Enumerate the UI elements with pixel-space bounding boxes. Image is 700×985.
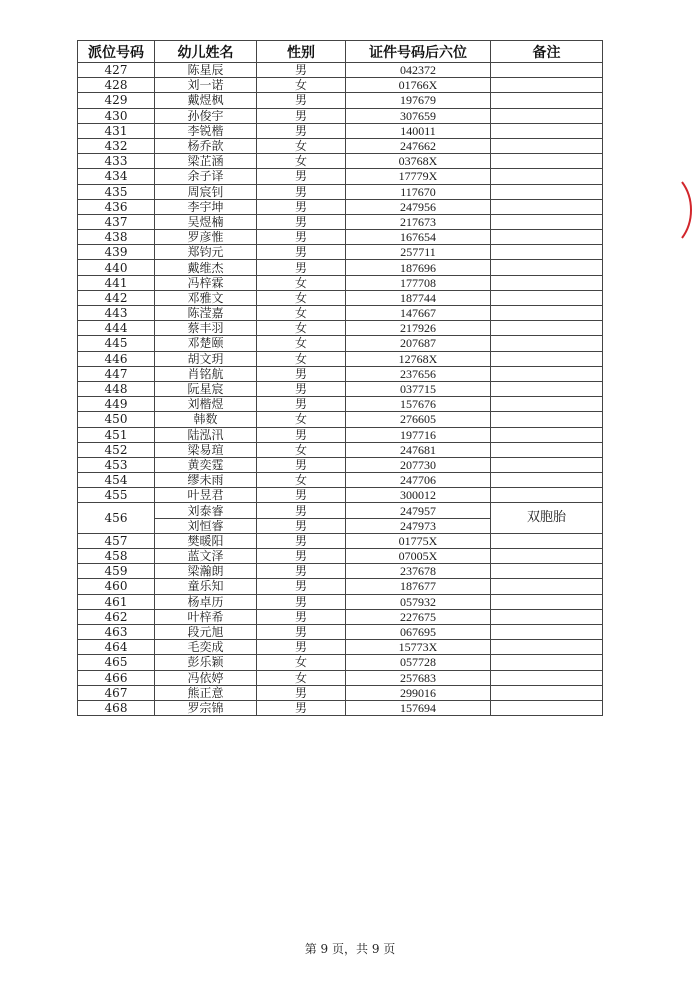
table-row (78, 154, 603, 169)
allocation-number-cell: 456 (78, 503, 155, 533)
remarks-cell (491, 321, 603, 336)
child-name-cell: 蓝文泽 (155, 549, 257, 564)
table-row (78, 214, 603, 229)
allocation-number-cell: 434 (78, 169, 155, 184)
gender-cell: 男 (257, 640, 346, 655)
gender-cell: 女 (257, 351, 346, 366)
remarks-cell (491, 670, 603, 685)
table-row (78, 366, 603, 381)
id-suffix-cell: 217926 (346, 321, 491, 336)
allocation-number-cell: 459 (78, 564, 155, 579)
remarks-cell (491, 336, 603, 351)
table-row (78, 93, 603, 108)
remarks-cell (491, 154, 603, 169)
allocation-number-cell: 441 (78, 275, 155, 290)
gender-cell: 男 (257, 184, 346, 199)
remarks-cell (491, 457, 603, 472)
child-name-cell: 孙俊宇 (155, 108, 257, 123)
child-name-cell: 刘楷煜 (155, 397, 257, 412)
gender-cell: 女 (257, 412, 346, 427)
child-name-cell: 梁易瑄 (155, 442, 257, 457)
remarks-cell (491, 533, 603, 548)
remarks-cell (491, 427, 603, 442)
allocation-number-cell: 435 (78, 184, 155, 199)
id-suffix-cell: 057728 (346, 655, 491, 670)
id-suffix-cell: 17779X (346, 169, 491, 184)
table-row (78, 321, 603, 336)
child-name-cell: 蔡丰羽 (155, 321, 257, 336)
remarks-cell (491, 108, 603, 123)
table-row (78, 549, 603, 564)
child-name-cell: 冯梓霖 (155, 275, 257, 290)
child-name-cell: 梁芷涵 (155, 154, 257, 169)
child-name-cell: 罗宗锦 (155, 700, 257, 715)
gender-cell: 男 (257, 245, 346, 260)
child-name-cell: 叶梓希 (155, 609, 257, 624)
gender-cell: 男 (257, 93, 346, 108)
table-row (78, 381, 603, 396)
gender-cell: 男 (257, 108, 346, 123)
allocation-number-cell: 440 (78, 260, 155, 275)
id-suffix-cell: 207730 (346, 457, 491, 472)
gender-cell: 男 (257, 685, 346, 700)
remarks-cell (491, 290, 603, 305)
id-suffix-cell: 247956 (346, 199, 491, 214)
table-row (78, 199, 603, 214)
child-name-cell: 段元旭 (155, 624, 257, 639)
red-pen-mark (680, 180, 700, 240)
remarks-cell (491, 488, 603, 503)
child-name-cell: 陆泓汛 (155, 427, 257, 442)
id-suffix-cell: 157676 (346, 397, 491, 412)
remarks-cell (491, 473, 603, 488)
table-header (78, 41, 603, 63)
child-name-cell: 吴煜楠 (155, 214, 257, 229)
child-name-cell: 胡文玥 (155, 351, 257, 366)
gender-cell: 男 (257, 700, 346, 715)
allocation-number-cell: 465 (78, 655, 155, 670)
allocation-number-cell: 460 (78, 579, 155, 594)
allocation-number-cell: 462 (78, 609, 155, 624)
remarks-cell (491, 549, 603, 564)
gender-cell: 女 (257, 670, 346, 685)
remarks-cell (491, 351, 603, 366)
child-name-cell: 杨乔歆 (155, 138, 257, 153)
remarks-cell (491, 93, 603, 108)
child-name-cell: 李宇坤 (155, 199, 257, 214)
gender-cell: 女 (257, 655, 346, 670)
header-child-name: 幼儿姓名 (155, 41, 257, 63)
id-suffix-cell: 247957 (346, 503, 491, 518)
table-row (78, 351, 603, 366)
id-suffix-cell: 187744 (346, 290, 491, 305)
remarks-cell (491, 655, 603, 670)
child-name-cell: 余子译 (155, 169, 257, 184)
remarks-cell (491, 366, 603, 381)
gender-cell: 男 (257, 427, 346, 442)
id-suffix-cell: 307659 (346, 108, 491, 123)
remarks-cell (491, 123, 603, 138)
remarks-cell (491, 412, 603, 427)
child-name-cell: 陈星辰 (155, 63, 257, 78)
gender-cell: 男 (257, 579, 346, 594)
child-name-cell: 叶昱君 (155, 488, 257, 503)
child-name-cell: 肖铭航 (155, 366, 257, 381)
allocation-number-cell: 436 (78, 199, 155, 214)
child-name-cell: 樊暖阳 (155, 533, 257, 548)
gender-cell: 女 (257, 473, 346, 488)
gender-cell: 男 (257, 594, 346, 609)
id-suffix-cell: 300012 (346, 488, 491, 503)
id-suffix-cell: 140011 (346, 123, 491, 138)
table-row (78, 290, 603, 305)
id-suffix-cell: 299016 (346, 685, 491, 700)
gender-cell: 男 (257, 624, 346, 639)
allocation-number-cell: 432 (78, 138, 155, 153)
gender-cell: 男 (257, 397, 346, 412)
table-row (78, 306, 603, 321)
id-suffix-cell: 042372 (346, 63, 491, 78)
allocation-number-cell: 445 (78, 336, 155, 351)
allocation-number-cell: 467 (78, 685, 155, 700)
gender-cell: 男 (257, 366, 346, 381)
remarks-cell (491, 564, 603, 579)
table-row (78, 700, 603, 715)
allocation-number-cell: 437 (78, 214, 155, 229)
id-suffix-cell: 237656 (346, 366, 491, 381)
child-name-cell: 梁瀚朗 (155, 564, 257, 579)
header-id-last-six: 证件号码后六位 (346, 41, 491, 63)
allocation-number-cell: 447 (78, 366, 155, 381)
child-name-cell: 彭乐颖 (155, 655, 257, 670)
id-suffix-cell: 276605 (346, 412, 491, 427)
gender-cell: 男 (257, 123, 346, 138)
child-name-cell: 刘泰睿 (155, 503, 257, 518)
remarks-cell (491, 624, 603, 639)
allocation-number-cell: 458 (78, 549, 155, 564)
gender-cell: 男 (257, 260, 346, 275)
table-row (78, 78, 603, 93)
allocation-number-cell: 433 (78, 154, 155, 169)
child-name-cell: 冯依婷 (155, 670, 257, 685)
allocation-number-cell: 443 (78, 306, 155, 321)
gender-cell: 男 (257, 533, 346, 548)
gender-cell: 男 (257, 564, 346, 579)
id-suffix-cell: 157694 (346, 700, 491, 715)
child-name-cell: 郑钧元 (155, 245, 257, 260)
remarks-cell (491, 230, 603, 245)
id-suffix-cell: 037715 (346, 381, 491, 396)
remarks-cell (491, 260, 603, 275)
remarks-cell (491, 138, 603, 153)
child-name-cell: 戴维杰 (155, 260, 257, 275)
child-name-cell: 缪未雨 (155, 473, 257, 488)
gender-cell: 女 (257, 306, 346, 321)
gender-cell: 女 (257, 442, 346, 457)
header-remarks: 备注 (491, 41, 603, 63)
remarks-cell (491, 306, 603, 321)
child-name-cell: 邓楚颐 (155, 336, 257, 351)
id-suffix-cell: 057932 (346, 594, 491, 609)
table-row (78, 640, 603, 655)
allocation-number-cell: 457 (78, 533, 155, 548)
child-name-cell: 童乐知 (155, 579, 257, 594)
id-suffix-cell: 187677 (346, 579, 491, 594)
id-suffix-cell: 247681 (346, 442, 491, 457)
child-name-cell: 韩数 (155, 412, 257, 427)
table-row (78, 427, 603, 442)
allocation-number-cell: 428 (78, 78, 155, 93)
table-row (78, 275, 603, 290)
allocation-number-cell: 444 (78, 321, 155, 336)
remarks-cell (491, 63, 603, 78)
allocation-number-cell: 448 (78, 381, 155, 396)
remarks-cell (491, 275, 603, 290)
table-row (78, 594, 603, 609)
id-suffix-cell: 187696 (346, 260, 491, 275)
id-suffix-cell: 247973 (346, 518, 491, 533)
table-row (78, 655, 603, 670)
id-suffix-cell: 01775X (346, 533, 491, 548)
allocation-number-cell: 429 (78, 93, 155, 108)
remarks-cell (491, 214, 603, 229)
remarks-cell (491, 78, 603, 93)
table-row (78, 230, 603, 245)
gender-cell: 男 (257, 518, 346, 533)
remarks-cell: 双胞胎 (491, 503, 603, 533)
table-row (78, 685, 603, 700)
child-name-cell: 罗彦惟 (155, 230, 257, 245)
allocation-number-cell: 455 (78, 488, 155, 503)
remarks-cell (491, 640, 603, 655)
header-allocation-number: 派位号码 (78, 41, 155, 63)
remarks-cell (491, 397, 603, 412)
allocation-number-cell: 453 (78, 457, 155, 472)
remarks-cell (491, 199, 603, 214)
table-row (78, 457, 603, 472)
allocation-number-cell: 454 (78, 473, 155, 488)
remarks-cell (491, 579, 603, 594)
remarks-cell (491, 685, 603, 700)
id-suffix-cell: 12768X (346, 351, 491, 366)
id-suffix-cell: 197679 (346, 93, 491, 108)
allocation-number-cell: 468 (78, 700, 155, 715)
gender-cell: 女 (257, 138, 346, 153)
table-row (78, 245, 603, 260)
id-suffix-cell: 207687 (346, 336, 491, 351)
gender-cell: 男 (257, 609, 346, 624)
table-row (78, 503, 603, 518)
id-suffix-cell: 177708 (346, 275, 491, 290)
table-row (78, 533, 603, 548)
child-name-cell: 陈滢嘉 (155, 306, 257, 321)
id-suffix-cell: 257683 (346, 670, 491, 685)
gender-cell: 男 (257, 199, 346, 214)
id-suffix-cell: 01766X (346, 78, 491, 93)
allocation-number-cell: 451 (78, 427, 155, 442)
remarks-cell (491, 700, 603, 715)
gender-cell: 男 (257, 230, 346, 245)
id-suffix-cell: 217673 (346, 214, 491, 229)
gender-cell: 女 (257, 321, 346, 336)
gender-cell: 男 (257, 214, 346, 229)
gender-cell: 男 (257, 457, 346, 472)
id-suffix-cell: 227675 (346, 609, 491, 624)
allocation-number-cell: 446 (78, 351, 155, 366)
table-row (78, 609, 603, 624)
gender-cell: 女 (257, 336, 346, 351)
remarks-cell (491, 245, 603, 260)
page-footer: 第 9 页，共 9 页 (304, 942, 396, 956)
id-suffix-cell: 067695 (346, 624, 491, 639)
gender-cell: 女 (257, 154, 346, 169)
id-suffix-cell: 147667 (346, 306, 491, 321)
child-name-cell: 戴煜枫 (155, 93, 257, 108)
child-name-cell: 黄奕霆 (155, 457, 257, 472)
gender-cell: 男 (257, 488, 346, 503)
id-suffix-cell: 03768X (346, 154, 491, 169)
allocation-number-cell: 430 (78, 108, 155, 123)
table-row (78, 412, 603, 427)
gender-cell: 男 (257, 169, 346, 184)
id-suffix-cell: 167654 (346, 230, 491, 245)
id-suffix-cell: 247662 (346, 138, 491, 153)
remarks-cell (491, 594, 603, 609)
id-suffix-cell: 117670 (346, 184, 491, 199)
header-gender: 性别 (257, 41, 346, 63)
table-row (78, 123, 603, 138)
table-row (78, 63, 603, 78)
allocation-table (77, 40, 603, 716)
table-row (78, 260, 603, 275)
allocation-number-cell: 466 (78, 670, 155, 685)
id-suffix-cell: 07005X (346, 549, 491, 564)
remarks-cell (491, 169, 603, 184)
gender-cell: 女 (257, 290, 346, 305)
allocation-number-cell: 450 (78, 412, 155, 427)
table-row (78, 138, 603, 153)
allocation-number-cell: 427 (78, 63, 155, 78)
remarks-cell (491, 184, 603, 199)
table-row (78, 108, 603, 123)
gender-cell: 男 (257, 381, 346, 396)
child-name-cell: 邓雅文 (155, 290, 257, 305)
remarks-cell (491, 609, 603, 624)
gender-cell: 男 (257, 549, 346, 564)
id-suffix-cell: 197716 (346, 427, 491, 442)
table-row (78, 184, 603, 199)
table-row (78, 473, 603, 488)
allocation-number-cell: 461 (78, 594, 155, 609)
allocation-number-cell: 439 (78, 245, 155, 260)
id-suffix-cell: 15773X (346, 640, 491, 655)
child-name-cell: 毛奕成 (155, 640, 257, 655)
allocation-number-cell: 449 (78, 397, 155, 412)
allocation-number-cell: 464 (78, 640, 155, 655)
table-body (78, 63, 603, 716)
child-name-cell: 刘恒睿 (155, 518, 257, 533)
allocation-number-cell: 463 (78, 624, 155, 639)
gender-cell: 男 (257, 63, 346, 78)
gender-cell: 女 (257, 275, 346, 290)
allocation-number-cell: 438 (78, 230, 155, 245)
table-row (78, 624, 603, 639)
table-row (78, 336, 603, 351)
child-name-cell: 阮星宸 (155, 381, 257, 396)
child-name-cell: 刘一诺 (155, 78, 257, 93)
table-row (78, 442, 603, 457)
table-row (78, 579, 603, 594)
child-name-cell: 李锐楷 (155, 123, 257, 138)
allocation-number-cell: 442 (78, 290, 155, 305)
id-suffix-cell: 237678 (346, 564, 491, 579)
gender-cell: 女 (257, 78, 346, 93)
allocation-number-cell: 431 (78, 123, 155, 138)
table-row (78, 169, 603, 184)
table-row (78, 397, 603, 412)
child-name-cell: 杨卓历 (155, 594, 257, 609)
id-suffix-cell: 247706 (346, 473, 491, 488)
remarks-cell (491, 381, 603, 396)
table-row (78, 670, 603, 685)
remarks-cell (491, 442, 603, 457)
id-suffix-cell: 257711 (346, 245, 491, 260)
gender-cell: 男 (257, 503, 346, 518)
table-row (78, 564, 603, 579)
child-name-cell: 熊正意 (155, 685, 257, 700)
allocation-number-cell: 452 (78, 442, 155, 457)
child-name-cell: 周宸钊 (155, 184, 257, 199)
table-row (78, 488, 603, 503)
